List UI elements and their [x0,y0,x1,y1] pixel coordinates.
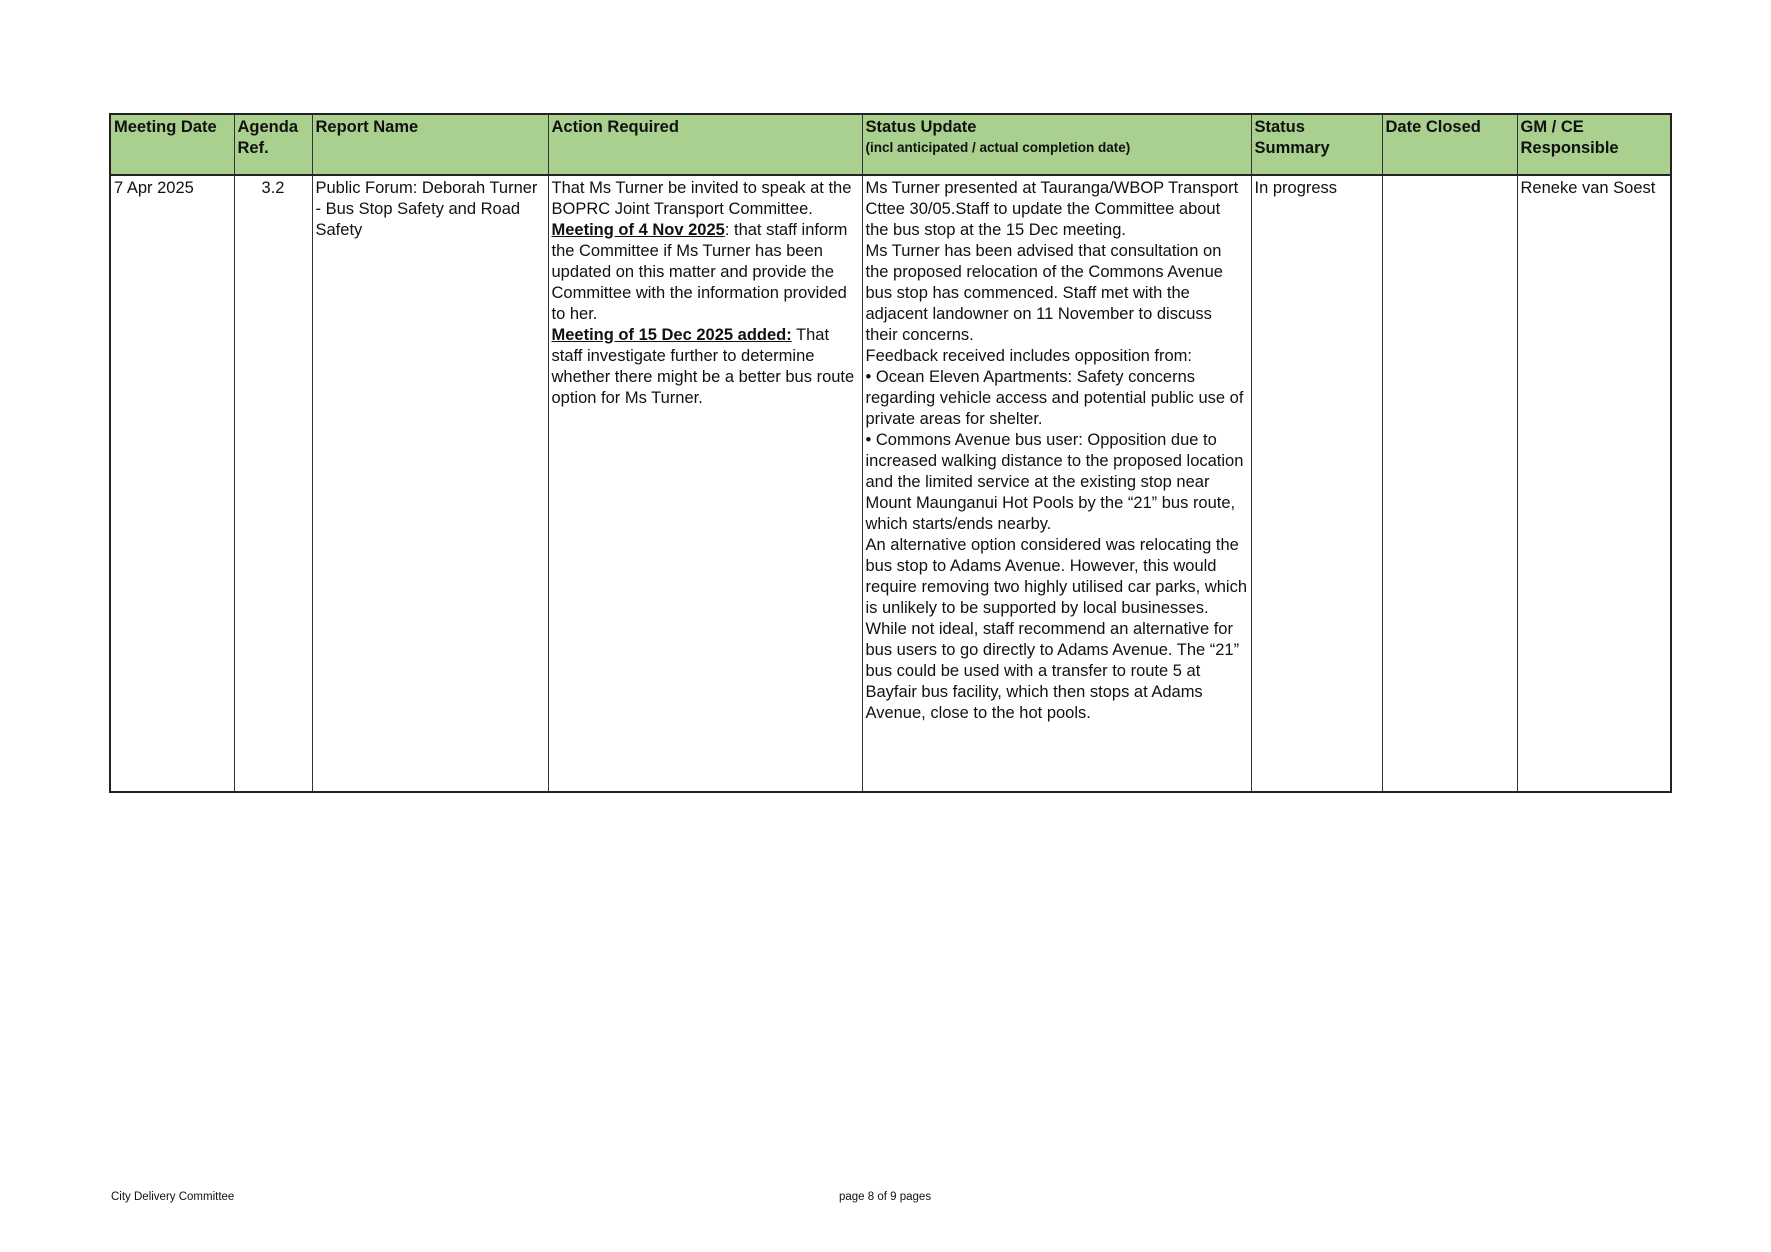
header-gm-ce: GM / CE Responsible [1517,114,1671,175]
footer-page-number: page 8 of 9 pages [839,1191,932,1203]
header-row [110,114,1671,175]
cell-report-name: Public Forum: Deborah Turner - Bus Stop Safety and Road Safety [312,175,548,792]
status-paragraph: Ms Turner has been advised that consultation on the proposed relocation of the Commons Avenue bus stop has commenced. Staff met with the adjacent landowner on 11 November to discuss their concerns. [865,242,1223,344]
action-paragraph-3 [552,325,859,409]
header-status-update-label: Status Update [865,118,977,136]
status-paragraph: Feedback received includes opposition from: [865,347,1193,365]
meeting-15-dec-text: That staff investigate further to determine whether there might be a better bus route option for Ms Turner. [551,326,855,407]
meeting-4-nov-label: Meeting of 4 Nov 2025 [551,221,725,239]
footer-committee: City Delivery Committee [111,1191,235,1203]
header-status-summary: Status Summary [1251,114,1382,175]
cell-status-update [862,175,1251,792]
cell-status-summary: In progress [1251,175,1382,792]
cell-agenda-ref: 3.2 [234,175,312,792]
header-action-required: Action Required [548,114,862,175]
action-paragraph-2 [552,220,859,325]
action-table-container [109,113,1670,793]
cell-date-closed [1382,175,1517,792]
status-paragraph: • Ocean Eleven Apartments: Safety concerns regarding vehicle access and potential public use of private areas for shelter. [865,368,1244,428]
header-status-update [862,114,1251,175]
header-meeting-date: Meeting Date [110,114,234,175]
cell-action-required [548,175,862,792]
status-paragraph: • Commons Avenue bus user: Opposition due to increased walking distance to the proposed location and the limited service at the existing stop near Mount Maunganui Hot Pools by the “21” bus route, which starts/ends nearby. [865,431,1244,533]
status-paragraph: While not ideal, staff recommend an alternative for bus users to go directly to Adams Avenue. The “21” bus could be used with a transfer to route 5 at Bayfair bus facility, which then stops at Adams Avenue, close to the hot pools. [865,620,1240,722]
meeting-15-dec-label: Meeting of 15 Dec 2025 added: [551,326,792,344]
table-row [110,175,1671,792]
header-report-name: Report Name [312,114,548,175]
header-date-closed: Date Closed [1382,114,1517,175]
cell-meeting-date: 7 Apr 2025 [110,175,234,792]
status-paragraph: Ms Turner presented at Tauranga/WBOP Transport Cttee 30/05.Staff to update the Committee about the bus stop at the 15 Dec meeting. [865,179,1239,239]
header-agenda-ref: Agenda Ref. [234,114,312,175]
status-paragraph: An alternative option considered was relocating the bus stop to Adams Avenue. However, this would require removing two highly utilised car parks, which is unlikely to be supported by local businesses. [865,536,1247,617]
action-table [109,113,1672,793]
action-paragraph-1: That Ms Turner be invited to speak at the BOPRC Joint Transport Committee. [551,179,852,218]
header-status-update-sub: (incl anticipated / actual completion date) [865,140,1131,155]
cell-gm-ce: Reneke van Soest [1517,175,1671,792]
meeting-4-nov-text: : that staff inform the Committee if Ms Turner has been updated on this matter and provide the Committee with the information provided to her. [551,221,848,323]
